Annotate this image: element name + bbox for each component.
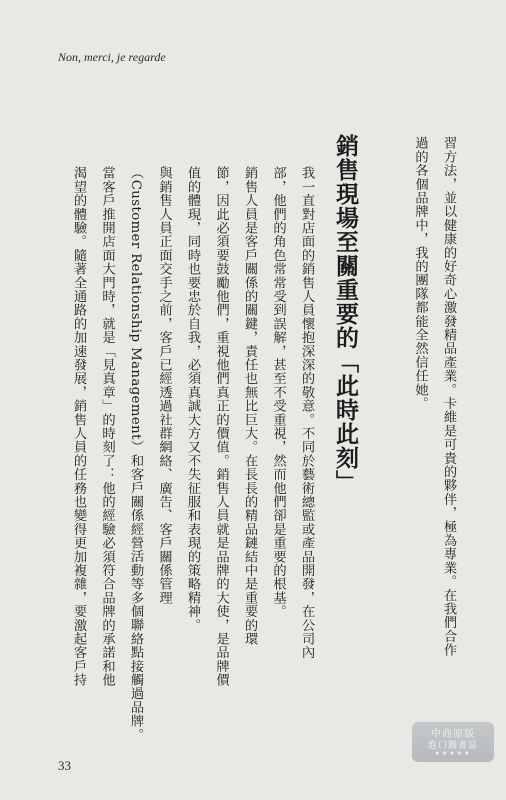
running-head: Non, merci, je regarde <box>58 50 166 64</box>
text-line: 節，因此必須要鼓勵他們，重視他們真正的價值。銷售人員就是品牌的大使，是品牌價 <box>213 166 229 687</box>
stamp-title: 中商原版 <box>431 729 475 740</box>
text-line: 值的體現，同時也要忠於自我，必須真誠大方又不失征服和表現的策略精神。 <box>185 166 200 632</box>
text-line: 與銷售人員正面交手之前，客戶已經透過社群網絡、廣告、客戶關係管理 <box>156 166 172 605</box>
text-line: 銷售人員是客戶關係的關鍵，責任也無比巨大。在長長的精品鏈結中是重要的環 <box>242 166 257 646</box>
text-line: 當客戶推開店面大門時，就是「見真章」的時刻了：他的經驗必須符合品牌的承諾和他 <box>99 166 115 687</box>
text-line: （Customer Relationship Management）和客戶關係經營活動等多個聯絡點接觸過品牌。 <box>128 166 143 742</box>
watermark-stamp <box>412 722 494 762</box>
top-paragraph <box>405 136 462 696</box>
stamp-stars-icon: ★★★★★ <box>434 750 472 757</box>
text-line: 我一直對店面的銷售人員懷抱深深的敬意。不同於藝術總監或產品開發，在公司內 <box>299 166 314 660</box>
text-line: 渴望的體驗。隨著全通路的加速發展，銷售人員的任務也變得更加複雜，要激起客戶持 <box>71 166 86 687</box>
text-line: 部，他們的角色常常受到誤解，甚至不受重視，然而他們卻是重要的根基。 <box>270 166 286 619</box>
section-heading: 銷售現場至關重要的「此時此刻」 <box>332 134 358 494</box>
main-paragraphs <box>64 166 321 742</box>
page-number: 33 <box>58 758 71 773</box>
text-line: 過的各個品牌中，我的團隊都能全然信任她。 <box>412 136 428 410</box>
stamp-subtitle: 進口圖書誌 <box>427 741 478 751</box>
text-line: 習方法，並以健康的好奇心激發精品產業。卡維是可貴的夥伴，極為專業。在我們合作 <box>441 136 456 657</box>
